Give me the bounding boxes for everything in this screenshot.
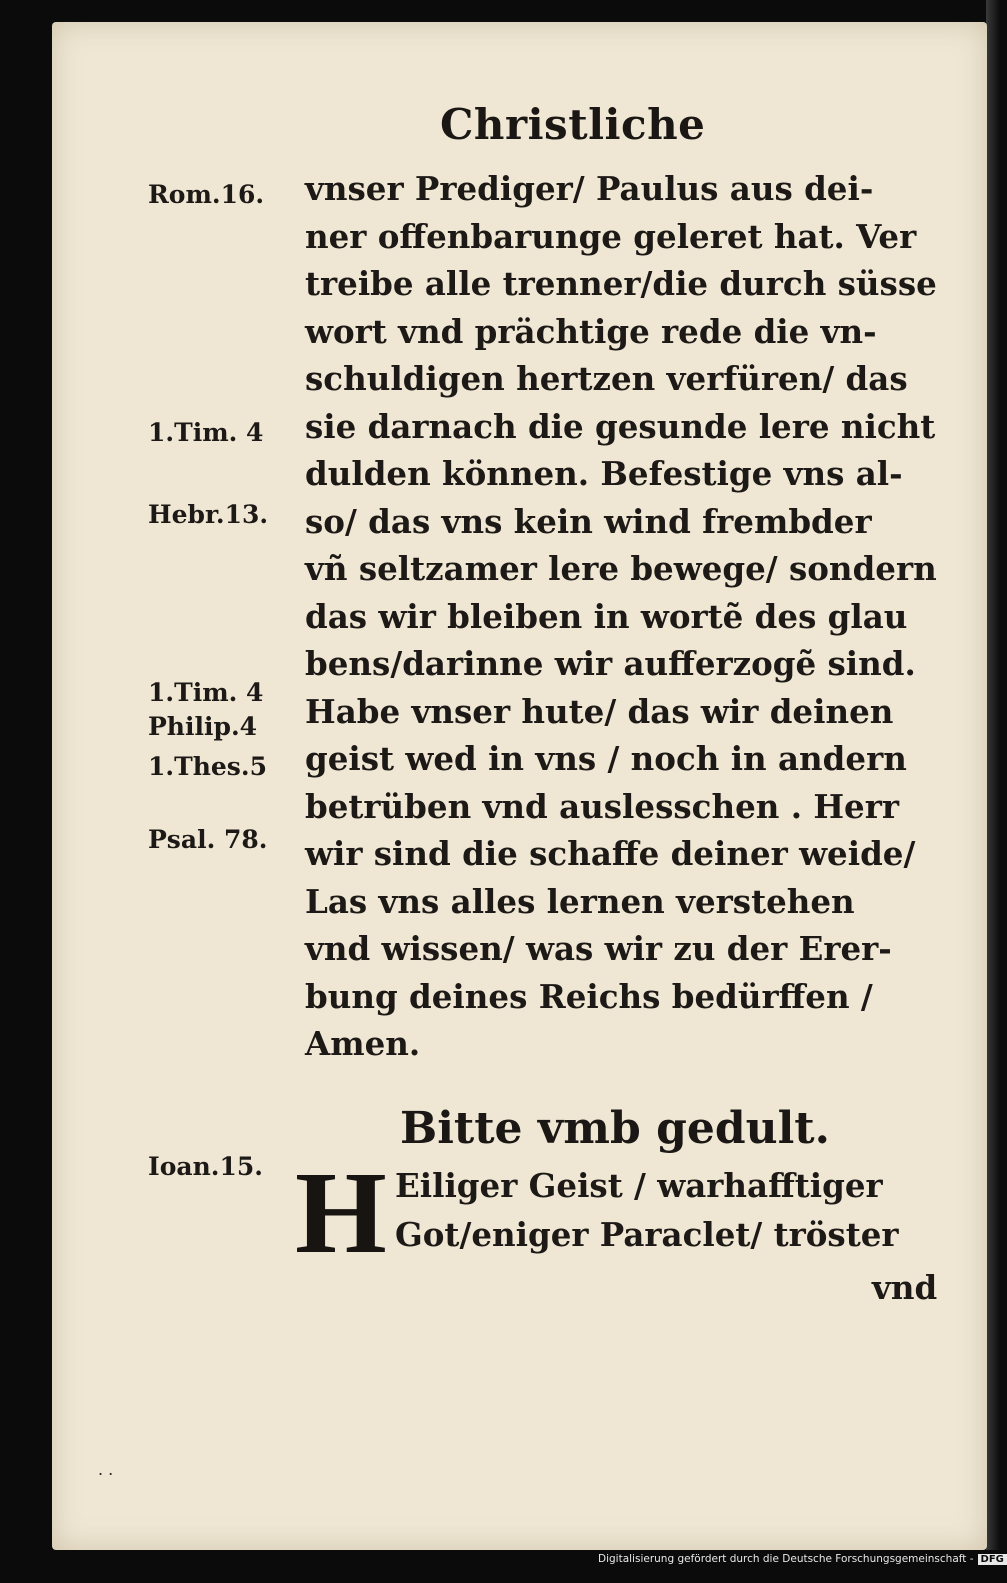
margin-note-thes: 1.Thes.5 bbox=[148, 752, 267, 781]
margin-note-tim-2: 1.Tim. 4 bbox=[148, 678, 264, 707]
text-line: wort vnd prächtige rede die vn- bbox=[305, 311, 877, 351]
prayer-line-1: Eiliger Geist / warhafftiger bbox=[395, 1166, 883, 1205]
dfg-logo-icon: DFG bbox=[978, 1554, 1007, 1565]
text-line: Habe vnser hute/ das wir deinen bbox=[305, 691, 894, 731]
margin-note-tim: 1.Tim. 4 bbox=[148, 418, 264, 447]
body-text bbox=[305, 165, 955, 1068]
text-line: dulden können. Befestige vns al- bbox=[305, 454, 903, 493]
section-heading: Bitte vmb gedult. bbox=[400, 1103, 830, 1154]
margin-note-ioan: Ioan.15. bbox=[148, 1152, 263, 1181]
text-line: treibe alle trenner/die durch süsse bbox=[305, 264, 937, 303]
text-line: bung deines Reichs bedürffen / bbox=[305, 976, 873, 1016]
text-line: bens/darinne wir aufferzogẽ sind. bbox=[305, 644, 916, 683]
text-line: schuldigen hertzen verfüren/ das bbox=[305, 359, 908, 398]
text-line: wir sind die schaffe deiner weide/ bbox=[305, 834, 916, 873]
text-line: das wir bleiben in wortẽ des glau bbox=[305, 596, 908, 636]
text-line: Amen. bbox=[305, 1024, 421, 1063]
catchword: vnd bbox=[872, 1268, 938, 1307]
book-edge bbox=[986, 0, 1000, 1550]
text-line: Las vns alles lernen verstehen bbox=[305, 881, 855, 921]
margin-note-hebr: Hebr.13. bbox=[148, 500, 269, 529]
text-line: so/ das vns kein wind frembder bbox=[305, 501, 872, 541]
page-speck: . . bbox=[98, 1460, 114, 1479]
digitization-footer bbox=[598, 1553, 1007, 1565]
running-head: Christliche bbox=[440, 100, 706, 149]
margin-note-psal: Psal. 78. bbox=[148, 825, 268, 854]
prayer-line-2: Got/eniger Paraclet/ tröster bbox=[395, 1215, 899, 1254]
dropcap: H bbox=[295, 1147, 387, 1278]
footer-text: Digitalisierung gefördert durch die Deutsche Forschungsgemeinschaft - bbox=[598, 1553, 974, 1565]
text-line: vnd wissen/ was wir zu der Erer- bbox=[305, 929, 892, 968]
text-line: ner offenbarunge geleret hat. Ver bbox=[305, 216, 917, 256]
text-line: vñ seltzamer lere bewege/ sondern bbox=[305, 549, 937, 588]
text-line: sie darnach die gesunde lere nicht bbox=[305, 406, 936, 446]
text-line: geist wed in vns / noch in andern bbox=[305, 739, 907, 778]
margin-note-rom: Rom.16. bbox=[148, 180, 265, 209]
text-line: betrüben vnd auslesschen . Herr bbox=[305, 786, 899, 826]
margin-note-philip: Philip.4 bbox=[148, 712, 258, 741]
text-line: vnser Prediger/ Paulus aus dei- bbox=[305, 169, 874, 208]
